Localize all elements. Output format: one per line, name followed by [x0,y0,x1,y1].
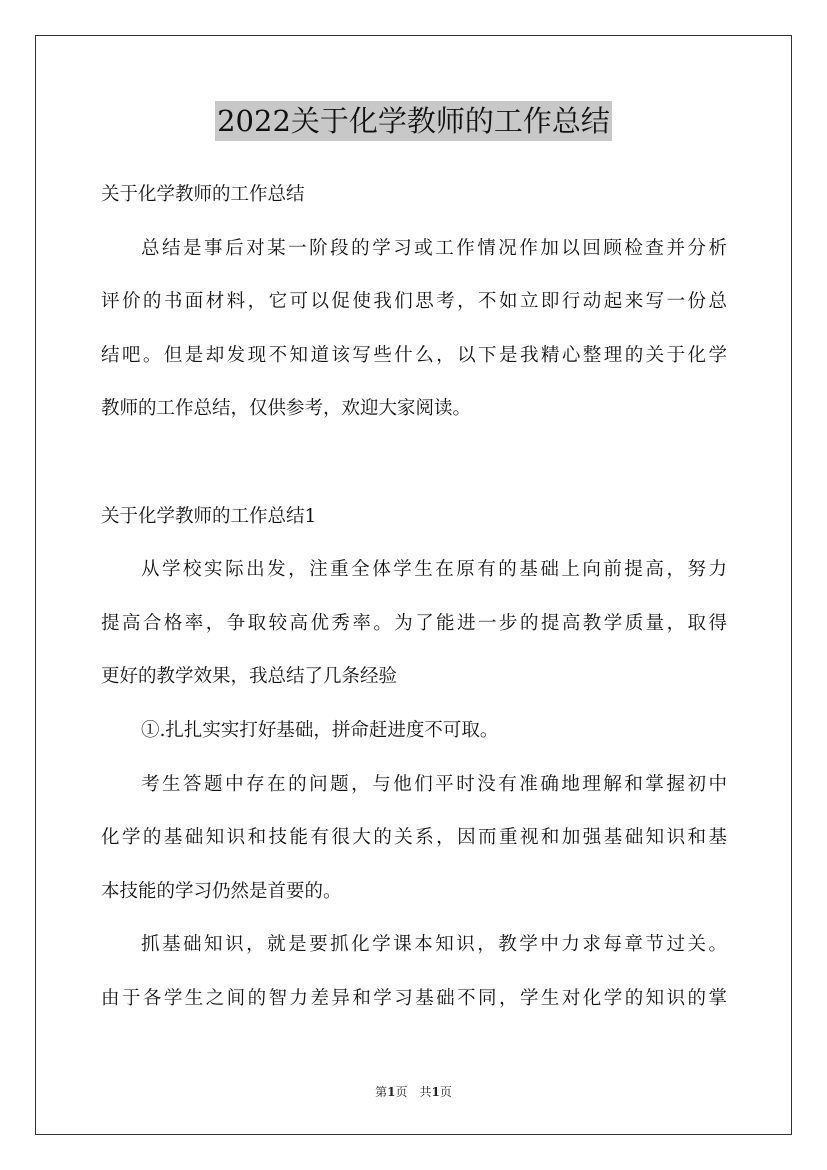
section-para2-line-2: 化学的基础知识和技能有很大的关系，因而重视和加强基础知识和基 [101,827,727,849]
section-para2-line-1: 考生答题中存在的问题，与他们平时没有准确地理解和掌握初中 [141,773,727,795]
section-para3-line-2: 由于各学生之间的智力差异和学习基础不同，学生对化学的知识的掌 [101,987,727,1009]
intro-line-3: 结吧。但是却发现不知道该写些什么，以下是我精心整理的关于化学 [101,344,727,366]
intro-line-2: 评价的书面材料，它可以促使我们思考，不如立即行动起来写一份总 [101,291,727,313]
paragraph-spacer [101,436,727,490]
section-para1-line-2: 提高合格率，争取较高优秀率。为了能进一步的提高教学质量，取得 [101,612,727,634]
section-heading: 关于化学教师的工作总结1 [101,505,317,527]
section-para1-line-3: 更好的教学效果，我总结了几条经验 [101,666,398,688]
title-container [0,101,827,141]
page-prefix: 第 [375,1085,388,1099]
document-subtitle: 关于化学教师的工作总结 [101,184,305,205]
page-suffix: 页 [395,1085,408,1099]
total-prefix: 共 [419,1085,432,1099]
intro-line-1: 总结是事后对某一阶段的学习或工作情况作加以回顾检查并分析 [141,237,727,259]
total-suffix: 页 [439,1085,452,1099]
page-total: 1 [431,1085,440,1099]
section-para1-line-1: 从学校实际出发，注重全体学生在原有的基础上向前提高，努力 [141,559,727,581]
page-current: 1 [387,1085,396,1099]
page-footer [0,1083,827,1101]
document-title: 2022关于化学教师的工作总结 [215,101,612,141]
section-para2-line-3: 本技能的学习仍然是首要的。 [101,880,342,902]
section-point-1: ①.扎扎实实打好基础，拼命赶进度不可取。 [141,719,499,741]
document-body [101,168,727,1026]
intro-line-4: 教师的工作总结，仅供参考，欢迎大家阅读。 [101,398,472,420]
section-para3-line-1: 抓基础知识，就是要抓化学课本知识，教学中力求每章节过关。 [141,934,727,956]
